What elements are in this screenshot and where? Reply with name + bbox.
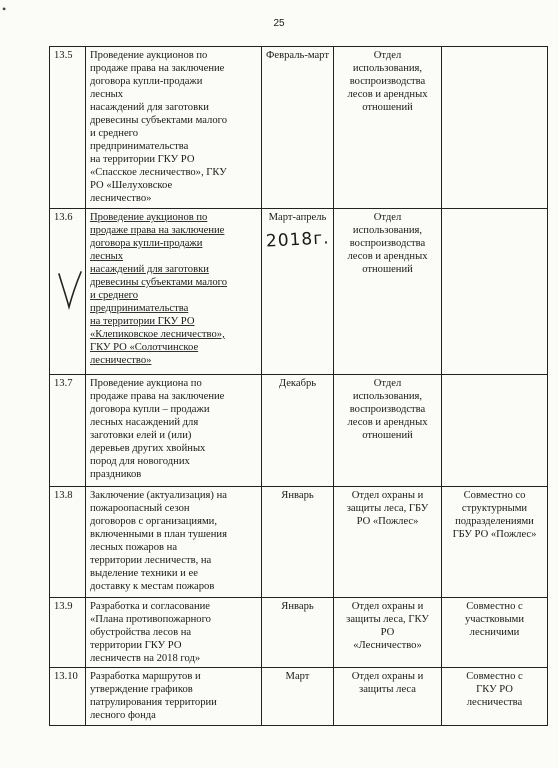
note-text: [442, 209, 548, 375]
activity-text: Проведение аукциона по продаже права на заключение договора купли – продажи лесных насаждений для заготовки елей и (или) деревьев других хвойных пород для новогодних праздников: [86, 375, 262, 487]
activity-text: Разработка маршрутов и утверждение графиков патрулирования территории лесного фонда: [86, 668, 262, 726]
table-row: [50, 209, 548, 375]
term-text: Март: [262, 668, 334, 726]
term-cell: [262, 209, 334, 375]
note-text: Совместно с ГКУ РО лесничества: [442, 668, 548, 726]
activity-text: Разработка и согласование «Плана противопожарного обустройства лесов на территории ГКУ РО лесничеств на 2018 год»: [86, 598, 262, 668]
note-text: Совместно с участковыми лесничими: [442, 598, 548, 668]
row-number: 13.5: [50, 47, 86, 209]
corner-dot-mark: •: [2, 2, 7, 16]
handwritten-year: 2018г.: [265, 228, 331, 252]
row-number: 13.10: [50, 668, 86, 726]
table-row: [50, 668, 548, 726]
table-row: [50, 47, 548, 209]
term-text: Февраль-март: [262, 47, 334, 209]
responsible-text: Отдел охраны и защиты леса, ГКУ РО «Лесничество»: [334, 598, 442, 668]
handwritten-checkmark-icon: [56, 270, 84, 310]
table-row: [50, 598, 548, 668]
term-text: Декабрь: [262, 375, 334, 487]
row-number: 13.6: [50, 209, 86, 375]
table-row: [50, 487, 548, 598]
activity-text: Заключение (актуализация) на пожароопасный сезон договоров с организациями, включенными в план тушения лесных пожаров на территории лесничеств, на выделение техники и ее доставку к местам пожаров: [86, 487, 262, 598]
row-number: 13.9: [50, 598, 86, 668]
page-number: 25: [273, 18, 285, 29]
note-text: Совместно со структурными подразделениями ГБУ РО «Пожлес»: [442, 487, 548, 598]
activity-text: Проведение аукционов по продаже права на заключение договора купли-продажи лесных насаждений для заготовки древесины субъектами малого и среднего предпринимательства на территории ГКУ РО «Спасское лесничество», ГКУ РО «Шелуховское лесничество»: [86, 47, 262, 209]
term-text: Март-апрель: [268, 212, 327, 223]
plan-table: [49, 46, 548, 726]
table-row: [50, 375, 548, 487]
note-text: [442, 375, 548, 487]
row-number: 13.8: [50, 487, 86, 598]
row-number: 13.7: [50, 375, 86, 487]
term-text: Январь: [262, 487, 334, 598]
activity-text: Проведение аукционов по продаже права на заключение договора купли-продажи лесных насаждений для заготовки древесины субъектами малого и среднего предпринимательства на территории ГКУ РО «Клепиковское лесничество», ГКУ РО «Солотчинское лесничество»: [86, 209, 262, 375]
responsible-text: Отдел охраны и защиты леса: [334, 668, 442, 726]
responsible-text: Отдел использования, воспроизводства лесов и арендных отношений: [334, 375, 442, 487]
note-text: [442, 47, 548, 209]
term-text: Январь: [262, 598, 334, 668]
responsible-text: Отдел охраны и защиты леса, ГБУ РО «Пожлес»: [334, 487, 442, 598]
responsible-text: Отдел использования, воспроизводства лесов и арендных отношений: [334, 47, 442, 209]
responsible-text: Отдел использования, воспроизводства лесов и арендных отношений: [334, 209, 442, 375]
